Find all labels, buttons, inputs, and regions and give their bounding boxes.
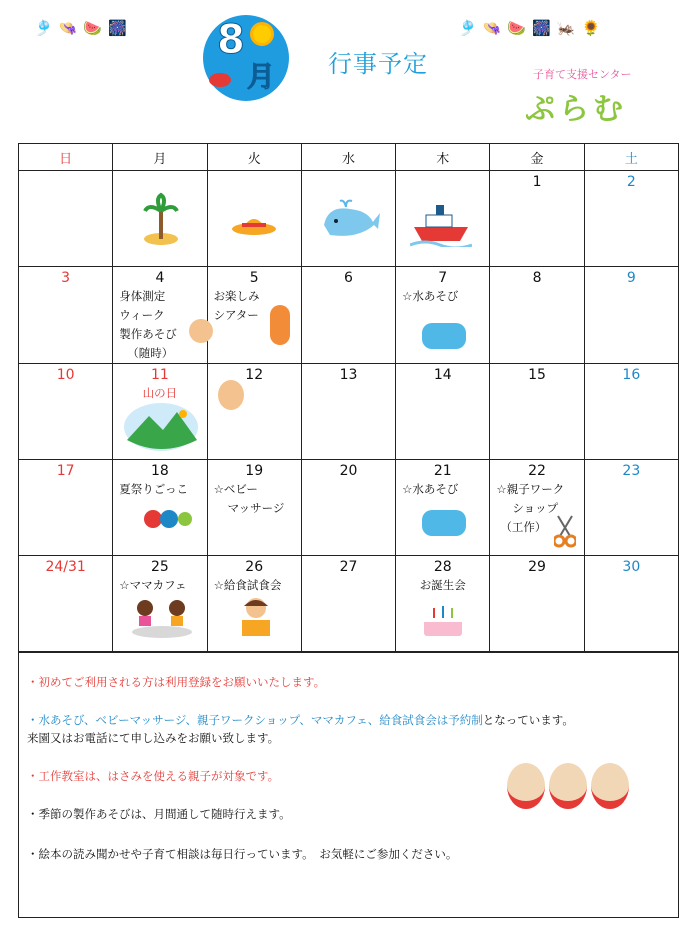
ship-icon — [410, 199, 472, 247]
event-label: ☆水あそび — [402, 482, 459, 496]
note-reservation-method: 来園又はお電話にて申し込みをお願い致します。 — [27, 731, 280, 745]
day-number: 6 — [344, 270, 353, 286]
day-number: 28 — [433, 559, 452, 575]
crab-icon — [209, 73, 231, 87]
week-row — [19, 460, 679, 556]
weekday-tue: 火 — [207, 144, 301, 171]
dog-icon — [549, 763, 587, 809]
day-cell — [113, 364, 207, 460]
palm-island-icon — [143, 189, 179, 249]
summer-decoration-right — [458, 18, 600, 38]
day-cell — [301, 460, 395, 556]
day-cell — [396, 556, 490, 652]
day-cell — [113, 171, 207, 267]
event-label: ☆ママカフェ — [119, 578, 187, 592]
note-reservation-highlight: ・水あそび、ベビーマッサージ、親子ワークショップ、ママカフェ、給食試食会は予約制 — [27, 713, 483, 727]
event-label: 製作あそび — [119, 327, 177, 341]
event-label: ☆親子ワーク — [496, 482, 565, 496]
note-reservation — [27, 711, 574, 729]
day-number: 23 — [622, 463, 641, 479]
notes-section — [18, 652, 679, 918]
day-cell — [207, 556, 301, 652]
weekday-wed: 水 — [301, 144, 395, 171]
month-number: 8 — [217, 17, 245, 63]
day-cell — [301, 171, 395, 267]
holiday-label: 山の日 — [142, 386, 178, 400]
lunch-tasting-icon — [236, 596, 276, 640]
day-cell — [301, 267, 395, 364]
day-number: 15 — [528, 367, 546, 383]
wind-chime-icon: 🎐 — [34, 19, 53, 37]
day-cell — [207, 171, 301, 267]
note-daily-activities: ・絵本の読み聞かせや子育て相談は毎日行っています。 お気軽にご参加ください。 — [27, 847, 458, 861]
month-badge — [203, 15, 289, 101]
fireworks-icon: 🎆 — [532, 19, 551, 37]
week-row — [19, 364, 679, 460]
water-balloon-icon — [143, 508, 193, 530]
weekday-thu: 木 — [396, 144, 490, 171]
day-number: 13 — [339, 367, 358, 383]
straw-hat-icon: 👒 — [482, 19, 502, 37]
weekday-sat: 土 — [584, 144, 678, 171]
day-cell — [19, 460, 113, 556]
event-label: シアター — [213, 308, 259, 322]
day-number: 11 — [151, 367, 169, 383]
straw-hat-icon: 👒 — [58, 19, 78, 37]
day-cell — [19, 556, 113, 652]
day-number: 9 — [626, 270, 636, 286]
scissors-icon — [554, 514, 576, 548]
mountain-day-icon — [123, 402, 199, 452]
calendar-table — [18, 143, 679, 652]
day-cell — [584, 267, 678, 364]
event-label: ☆水あそび — [402, 289, 459, 303]
day-number: 20 — [339, 463, 358, 479]
cicada-icon: 🦗 — [556, 19, 576, 37]
day-cell — [207, 267, 301, 364]
day-cell — [396, 460, 490, 556]
day-cell — [396, 171, 490, 267]
rabbit-icon — [507, 763, 545, 809]
day-cell — [396, 267, 490, 364]
fireworks-icon: 🎆 — [108, 19, 127, 37]
day-cell — [207, 460, 301, 556]
day-number: 3 — [61, 270, 71, 286]
day-number: 1 — [532, 174, 542, 190]
day-number: 22 — [528, 463, 546, 479]
animals-watermelon-illustration — [507, 763, 629, 809]
month-unit: 月 — [247, 60, 276, 93]
watermelon-icon: 🍉 — [83, 19, 103, 37]
child-crafting-icon — [218, 380, 244, 410]
week-row — [19, 267, 679, 364]
event-label: （随時） — [127, 346, 174, 360]
event-label: お誕生会 — [419, 578, 466, 592]
day-cell — [584, 171, 678, 267]
summer-decoration-left — [34, 18, 127, 38]
kiddie-pool-icon — [422, 323, 466, 349]
weekday-fri: 金 — [490, 144, 584, 171]
note-registration: ・初めてご利用される方は利用登録をお願いいたします。 — [27, 675, 326, 689]
day-cell — [490, 364, 584, 460]
day-number: 12 — [245, 367, 264, 383]
day-number: 19 — [245, 463, 264, 479]
day-number: 8 — [532, 270, 542, 286]
day-cell — [396, 364, 490, 460]
page-title: 行事予定 — [328, 50, 428, 78]
day-cell — [490, 267, 584, 364]
birthday-cake-icon — [410, 596, 476, 640]
day-number: 17 — [56, 463, 75, 479]
day-cell — [113, 267, 207, 364]
day-number: 29 — [528, 559, 546, 575]
note-craft-class: ・工作教室は、はさみを使える親子が対象です。 — [27, 769, 280, 783]
event-label: 身体測定 — [119, 289, 166, 303]
day-number: 30 — [622, 559, 641, 575]
watermelon-icon: 🍉 — [507, 19, 527, 37]
day-number: 5 — [249, 270, 259, 286]
day-cell — [584, 556, 678, 652]
mama-cafe-icon — [129, 596, 195, 640]
bear-icon — [591, 763, 629, 809]
day-number: 24/31 — [45, 559, 86, 575]
day-number: 10 — [56, 367, 75, 383]
day-number: 4 — [155, 270, 165, 286]
day-cell — [584, 364, 678, 460]
day-cell — [490, 171, 584, 267]
day-number: 2 — [626, 174, 636, 190]
day-cell — [19, 267, 113, 364]
note-seasonal-craft: ・季節の製作あそびは、月間通して随時行えます。 — [27, 807, 291, 821]
day-number: 7 — [438, 270, 448, 286]
week-row — [19, 556, 679, 652]
sunflower-icon: 🌻 — [581, 19, 601, 37]
day-cell — [490, 460, 584, 556]
day-cell — [584, 460, 678, 556]
day-cell — [490, 556, 584, 652]
day-cell — [207, 364, 301, 460]
note-reservation-suffix: となっています。 — [482, 713, 574, 727]
event-label: ショップ — [512, 501, 559, 515]
day-number: 21 — [433, 463, 452, 479]
day-cell — [113, 460, 207, 556]
day-number: 25 — [151, 559, 169, 575]
storyteller-icon — [270, 305, 290, 345]
day-cell — [301, 364, 395, 460]
day-cell — [301, 556, 395, 652]
day-cell — [19, 364, 113, 460]
event-label: お楽しみ — [213, 289, 260, 303]
day-cell — [19, 171, 113, 267]
week-row — [19, 171, 679, 267]
day-cell — [113, 556, 207, 652]
wind-chime-icon: 🎐 — [458, 19, 477, 37]
kiddie-pool-icon — [422, 510, 466, 536]
event-label: ☆ベビー — [213, 482, 258, 496]
whale-icon — [318, 199, 380, 243]
organization-subtitle: 子育て支援センター — [533, 68, 632, 81]
weekday-header-row — [19, 144, 679, 171]
event-label: ☆給食試食会 — [213, 578, 282, 592]
event-label: マッサージ — [227, 501, 285, 515]
organization-name: ぷらむ — [525, 92, 627, 127]
sun-icon — [253, 25, 271, 43]
event-label: 夏祭りごっこ — [119, 482, 189, 496]
weekday-sun: 日 — [19, 144, 113, 171]
event-label: （工作） — [500, 520, 547, 534]
straw-hat-icon — [230, 209, 278, 239]
day-number: 26 — [245, 559, 264, 575]
weekday-mon: 月 — [113, 144, 207, 171]
day-number: 16 — [622, 367, 641, 383]
day-number: 27 — [339, 559, 358, 575]
day-number: 14 — [433, 367, 452, 383]
day-number: 18 — [151, 463, 169, 479]
event-label: ウィーク — [119, 308, 165, 322]
